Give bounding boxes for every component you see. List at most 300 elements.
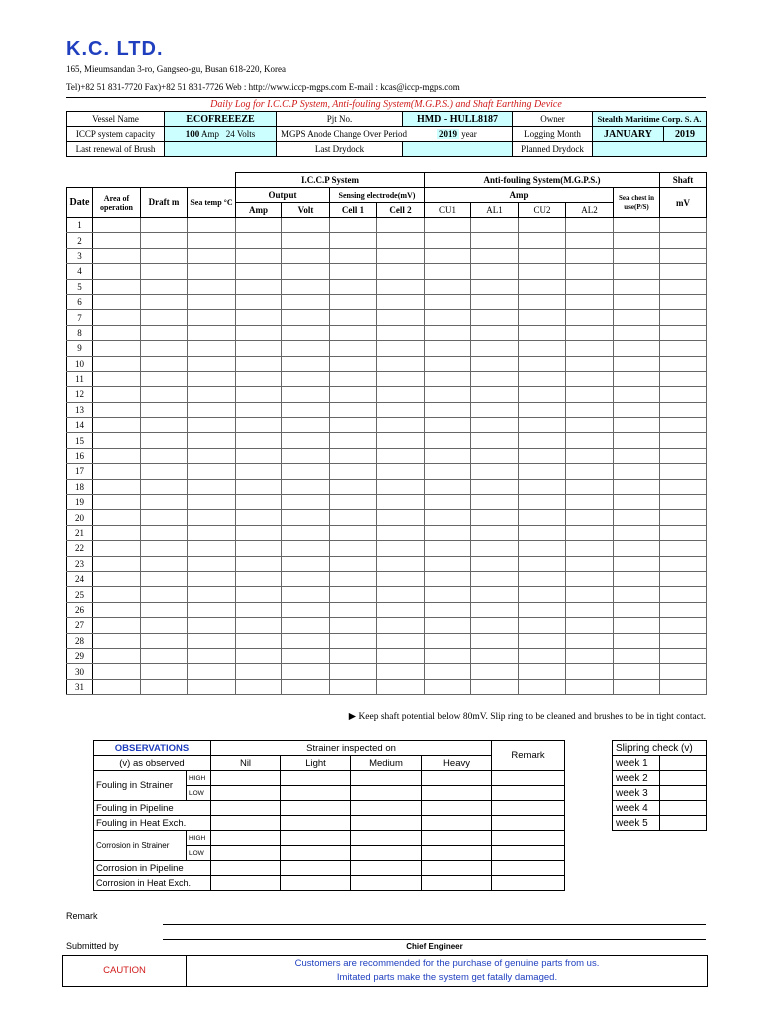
log-cell[interactable] <box>377 248 425 263</box>
log-cell[interactable] <box>614 525 660 540</box>
log-cell[interactable] <box>660 525 707 540</box>
log-cell[interactable] <box>660 233 707 248</box>
log-cell[interactable] <box>425 525 471 540</box>
log-cell[interactable] <box>425 325 471 340</box>
log-cell[interactable] <box>377 571 425 586</box>
log-cell[interactable] <box>566 664 614 679</box>
log-cell[interactable] <box>614 602 660 617</box>
log-cell[interactable] <box>188 602 236 617</box>
log-cell[interactable] <box>614 310 660 325</box>
log-cell[interactable] <box>188 541 236 556</box>
log-cell[interactable] <box>566 310 614 325</box>
log-cell[interactable] <box>188 341 236 356</box>
log-cell[interactable] <box>425 341 471 356</box>
log-cell[interactable] <box>519 371 566 386</box>
log-cell[interactable] <box>425 587 471 602</box>
log-cell[interactable] <box>519 556 566 571</box>
log-cell[interactable] <box>425 233 471 248</box>
log-cell[interactable] <box>141 233 188 248</box>
log-cell[interactable] <box>141 541 188 556</box>
log-cell[interactable] <box>141 479 188 494</box>
log-cell[interactable] <box>282 664 330 679</box>
log-cell[interactable] <box>141 602 188 617</box>
log-cell[interactable] <box>519 387 566 402</box>
log-cell[interactable] <box>614 479 660 494</box>
log-cell[interactable] <box>471 402 519 417</box>
log-cell[interactable] <box>471 325 519 340</box>
obs-cell[interactable] <box>281 771 351 786</box>
log-cell[interactable] <box>614 433 660 448</box>
log-cell[interactable] <box>614 510 660 525</box>
log-cell[interactable] <box>377 433 425 448</box>
log-cell[interactable] <box>93 464 141 479</box>
log-cell[interactable] <box>471 633 519 648</box>
log-cell[interactable] <box>93 218 141 233</box>
log-cell[interactable] <box>614 464 660 479</box>
log-cell[interactable] <box>93 294 141 309</box>
log-cell[interactable] <box>566 387 614 402</box>
log-cell[interactable] <box>93 510 141 525</box>
log-cell[interactable] <box>282 495 330 510</box>
log-cell[interactable] <box>519 218 566 233</box>
log-cell[interactable] <box>660 541 707 556</box>
log-cell[interactable] <box>330 648 377 663</box>
log-cell[interactable] <box>141 556 188 571</box>
log-cell[interactable] <box>425 310 471 325</box>
log-cell[interactable] <box>471 233 519 248</box>
log-cell[interactable] <box>614 556 660 571</box>
log-cell[interactable] <box>282 248 330 263</box>
log-cell[interactable] <box>188 679 236 694</box>
log-cell[interactable] <box>282 602 330 617</box>
obs-cell[interactable] <box>281 846 351 861</box>
log-cell[interactable] <box>141 618 188 633</box>
obs-cell[interactable] <box>422 801 492 816</box>
log-cell[interactable] <box>660 571 707 586</box>
slipring-week-2-check[interactable] <box>660 771 707 786</box>
log-cell[interactable] <box>377 525 425 540</box>
log-cell[interactable] <box>236 310 282 325</box>
log-cell[interactable] <box>425 279 471 294</box>
log-cell[interactable] <box>660 479 707 494</box>
log-cell[interactable] <box>471 341 519 356</box>
log-cell[interactable] <box>614 325 660 340</box>
log-cell[interactable] <box>566 233 614 248</box>
log-cell[interactable] <box>471 510 519 525</box>
log-cell[interactable] <box>614 279 660 294</box>
log-cell[interactable] <box>425 664 471 679</box>
log-cell[interactable] <box>282 464 330 479</box>
log-cell[interactable] <box>377 387 425 402</box>
log-cell[interactable] <box>566 495 614 510</box>
log-cell[interactable] <box>282 264 330 279</box>
log-cell[interactable] <box>377 371 425 386</box>
log-cell[interactable] <box>566 248 614 263</box>
log-cell[interactable] <box>330 402 377 417</box>
log-cell[interactable] <box>660 325 707 340</box>
log-cell[interactable] <box>471 495 519 510</box>
log-cell[interactable] <box>471 279 519 294</box>
log-cell[interactable] <box>519 633 566 648</box>
obs-cell[interactable] <box>422 846 492 861</box>
obs-cell[interactable] <box>281 816 351 831</box>
log-cell[interactable] <box>282 448 330 463</box>
log-cell[interactable] <box>425 264 471 279</box>
log-cell[interactable] <box>471 556 519 571</box>
log-cell[interactable] <box>188 587 236 602</box>
log-cell[interactable] <box>282 571 330 586</box>
log-cell[interactable] <box>188 464 236 479</box>
log-cell[interactable] <box>330 525 377 540</box>
log-cell[interactable] <box>614 371 660 386</box>
remark-line[interactable] <box>163 924 706 925</box>
log-cell[interactable] <box>566 525 614 540</box>
log-cell[interactable] <box>282 648 330 663</box>
log-cell[interactable] <box>236 233 282 248</box>
log-cell[interactable] <box>141 418 188 433</box>
mgps-year-value[interactable]: 2019 <box>439 129 457 139</box>
log-cell[interactable] <box>519 571 566 586</box>
log-cell[interactable] <box>519 433 566 448</box>
obs-cell[interactable] <box>492 771 565 786</box>
log-cell[interactable] <box>282 371 330 386</box>
log-cell[interactable] <box>519 279 566 294</box>
obs-cell[interactable] <box>211 816 281 831</box>
log-cell[interactable] <box>519 664 566 679</box>
log-cell[interactable] <box>566 279 614 294</box>
log-cell[interactable] <box>188 325 236 340</box>
obs-cell[interactable] <box>281 786 351 801</box>
log-cell[interactable] <box>566 479 614 494</box>
obs-cell[interactable] <box>351 846 422 861</box>
log-cell[interactable] <box>471 618 519 633</box>
log-cell[interactable] <box>519 325 566 340</box>
log-cell[interactable] <box>471 418 519 433</box>
log-cell[interactable] <box>425 464 471 479</box>
log-cell[interactable] <box>377 341 425 356</box>
log-cell[interactable] <box>377 510 425 525</box>
log-cell[interactable] <box>377 602 425 617</box>
log-cell[interactable] <box>519 264 566 279</box>
log-cell[interactable] <box>93 371 141 386</box>
log-cell[interactable] <box>282 556 330 571</box>
log-cell[interactable] <box>93 433 141 448</box>
log-cell[interactable] <box>188 648 236 663</box>
log-cell[interactable] <box>236 510 282 525</box>
obs-cell[interactable] <box>211 846 281 861</box>
obs-cell[interactable] <box>422 786 492 801</box>
log-cell[interactable] <box>282 356 330 371</box>
log-cell[interactable] <box>471 648 519 663</box>
obs-cell[interactable] <box>281 831 351 846</box>
log-cell[interactable] <box>93 418 141 433</box>
log-cell[interactable] <box>425 218 471 233</box>
log-cell[interactable] <box>188 294 236 309</box>
log-cell[interactable] <box>614 248 660 263</box>
log-cell[interactable] <box>236 387 282 402</box>
log-cell[interactable] <box>471 541 519 556</box>
log-cell[interactable] <box>660 402 707 417</box>
log-cell[interactable] <box>614 218 660 233</box>
log-cell[interactable] <box>236 464 282 479</box>
log-cell[interactable] <box>614 495 660 510</box>
log-cell[interactable] <box>188 371 236 386</box>
log-cell[interactable] <box>471 571 519 586</box>
planned-drydock-value[interactable] <box>593 142 707 157</box>
log-cell[interactable] <box>236 525 282 540</box>
log-cell[interactable] <box>330 633 377 648</box>
log-cell[interactable] <box>330 556 377 571</box>
log-cell[interactable] <box>471 587 519 602</box>
obs-cell[interactable] <box>422 861 492 876</box>
log-cell[interactable] <box>236 294 282 309</box>
log-cell[interactable] <box>471 264 519 279</box>
log-cell[interactable] <box>93 264 141 279</box>
log-cell[interactable] <box>282 618 330 633</box>
log-cell[interactable] <box>425 294 471 309</box>
log-cell[interactable] <box>236 587 282 602</box>
log-cell[interactable] <box>330 510 377 525</box>
log-cell[interactable] <box>660 371 707 386</box>
log-cell[interactable] <box>188 418 236 433</box>
log-cell[interactable] <box>141 279 188 294</box>
log-cell[interactable] <box>188 664 236 679</box>
log-cell[interactable] <box>519 525 566 540</box>
log-cell[interactable] <box>519 648 566 663</box>
obs-cell[interactable] <box>351 771 422 786</box>
log-cell[interactable] <box>471 248 519 263</box>
iccp-capacity-value[interactable] <box>165 127 277 142</box>
log-cell[interactable] <box>282 233 330 248</box>
log-cell[interactable] <box>425 402 471 417</box>
log-cell[interactable] <box>614 264 660 279</box>
log-cell[interactable] <box>330 433 377 448</box>
log-cell[interactable] <box>188 525 236 540</box>
log-cell[interactable] <box>141 356 188 371</box>
log-cell[interactable] <box>141 571 188 586</box>
log-cell[interactable] <box>566 541 614 556</box>
slipring-week-1-check[interactable] <box>660 756 707 771</box>
log-cell[interactable] <box>566 556 614 571</box>
log-cell[interactable] <box>141 525 188 540</box>
log-cell[interactable] <box>519 356 566 371</box>
log-cell[interactable] <box>141 294 188 309</box>
log-cell[interactable] <box>236 418 282 433</box>
log-cell[interactable] <box>188 571 236 586</box>
log-cell[interactable] <box>566 418 614 433</box>
log-cell[interactable] <box>188 556 236 571</box>
obs-cell[interactable] <box>422 771 492 786</box>
log-cell[interactable] <box>377 294 425 309</box>
log-cell[interactable] <box>188 618 236 633</box>
log-cell[interactable] <box>188 510 236 525</box>
log-cell[interactable] <box>188 264 236 279</box>
log-cell[interactable] <box>471 218 519 233</box>
log-cell[interactable] <box>425 371 471 386</box>
log-cell[interactable] <box>377 402 425 417</box>
log-cell[interactable] <box>141 664 188 679</box>
log-cell[interactable] <box>566 648 614 663</box>
log-cell[interactable] <box>660 218 707 233</box>
log-cell[interactable] <box>330 679 377 694</box>
log-cell[interactable] <box>660 418 707 433</box>
log-cell[interactable] <box>660 510 707 525</box>
obs-cell[interactable] <box>492 786 565 801</box>
log-cell[interactable] <box>330 479 377 494</box>
log-cell[interactable] <box>425 556 471 571</box>
log-cell[interactable] <box>141 371 188 386</box>
log-cell[interactable] <box>425 495 471 510</box>
log-cell[interactable] <box>93 679 141 694</box>
log-cell[interactable] <box>377 264 425 279</box>
log-cell[interactable] <box>141 587 188 602</box>
log-cell[interactable] <box>93 341 141 356</box>
log-cell[interactable] <box>93 556 141 571</box>
obs-cell[interactable] <box>351 861 422 876</box>
log-cell[interactable] <box>614 571 660 586</box>
log-cell[interactable] <box>236 556 282 571</box>
obs-cell[interactable] <box>351 816 422 831</box>
obs-cell[interactable] <box>492 846 565 861</box>
log-cell[interactable] <box>93 310 141 325</box>
log-cell[interactable] <box>566 464 614 479</box>
log-cell[interactable] <box>330 418 377 433</box>
log-cell[interactable] <box>471 602 519 617</box>
log-cell[interactable] <box>614 387 660 402</box>
log-cell[interactable] <box>425 679 471 694</box>
log-cell[interactable] <box>236 356 282 371</box>
log-cell[interactable] <box>471 371 519 386</box>
log-cell[interactable] <box>93 479 141 494</box>
log-cell[interactable] <box>377 495 425 510</box>
log-cell[interactable] <box>660 679 707 694</box>
log-cell[interactable] <box>330 387 377 402</box>
log-cell[interactable] <box>519 510 566 525</box>
log-cell[interactable] <box>141 264 188 279</box>
log-cell[interactable] <box>471 679 519 694</box>
log-cell[interactable] <box>236 633 282 648</box>
log-cell[interactable] <box>566 587 614 602</box>
log-cell[interactable] <box>330 310 377 325</box>
log-cell[interactable] <box>330 233 377 248</box>
log-cell[interactable] <box>93 525 141 540</box>
brush-renewal-value[interactable] <box>165 142 277 157</box>
log-cell[interactable] <box>519 402 566 417</box>
log-cell[interactable] <box>519 233 566 248</box>
log-cell[interactable] <box>236 602 282 617</box>
logging-month-value[interactable]: JANUARY <box>593 127 664 142</box>
obs-cell[interactable] <box>351 876 422 891</box>
log-cell[interactable] <box>614 233 660 248</box>
log-cell[interactable] <box>614 356 660 371</box>
log-cell[interactable] <box>377 587 425 602</box>
log-cell[interactable] <box>188 248 236 263</box>
log-cell[interactable] <box>614 418 660 433</box>
logging-year-value[interactable]: 2019 <box>664 127 707 142</box>
slipring-week-5-check[interactable] <box>660 816 707 831</box>
log-cell[interactable] <box>614 679 660 694</box>
obs-cell[interactable] <box>492 831 565 846</box>
log-cell[interactable] <box>330 664 377 679</box>
log-cell[interactable] <box>236 648 282 663</box>
log-cell[interactable] <box>614 541 660 556</box>
obs-cell[interactable] <box>211 786 281 801</box>
log-cell[interactable] <box>660 279 707 294</box>
log-cell[interactable] <box>282 633 330 648</box>
log-cell[interactable] <box>93 541 141 556</box>
log-cell[interactable] <box>425 510 471 525</box>
log-cell[interactable] <box>282 587 330 602</box>
log-cell[interactable] <box>330 448 377 463</box>
log-cell[interactable] <box>141 633 188 648</box>
log-cell[interactable] <box>566 571 614 586</box>
log-cell[interactable] <box>236 264 282 279</box>
log-cell[interactable] <box>660 495 707 510</box>
log-cell[interactable] <box>188 479 236 494</box>
log-cell[interactable] <box>141 248 188 263</box>
log-cell[interactable] <box>614 294 660 309</box>
log-cell[interactable] <box>377 448 425 463</box>
log-cell[interactable] <box>614 648 660 663</box>
log-cell[interactable] <box>282 418 330 433</box>
log-cell[interactable] <box>425 248 471 263</box>
log-cell[interactable] <box>377 356 425 371</box>
log-cell[interactable] <box>141 464 188 479</box>
log-cell[interactable] <box>660 248 707 263</box>
log-cell[interactable] <box>660 448 707 463</box>
log-cell[interactable] <box>93 633 141 648</box>
log-cell[interactable] <box>377 648 425 663</box>
log-cell[interactable] <box>282 341 330 356</box>
slipring-week-4-check[interactable] <box>660 801 707 816</box>
log-cell[interactable] <box>93 618 141 633</box>
log-cell[interactable] <box>519 248 566 263</box>
log-cell[interactable] <box>282 679 330 694</box>
log-cell[interactable] <box>330 218 377 233</box>
log-cell[interactable] <box>330 495 377 510</box>
log-cell[interactable] <box>566 510 614 525</box>
obs-cell[interactable] <box>422 876 492 891</box>
obs-cell[interactable] <box>422 831 492 846</box>
log-cell[interactable] <box>566 618 614 633</box>
log-cell[interactable] <box>282 402 330 417</box>
log-cell[interactable] <box>236 325 282 340</box>
log-cell[interactable] <box>377 325 425 340</box>
log-cell[interactable] <box>236 341 282 356</box>
obs-cell[interactable] <box>211 861 281 876</box>
log-cell[interactable] <box>93 325 141 340</box>
log-cell[interactable] <box>377 541 425 556</box>
owner-value[interactable]: Stealth Maritime Corp. S. A. <box>593 112 707 127</box>
log-cell[interactable] <box>660 310 707 325</box>
log-cell[interactable] <box>141 325 188 340</box>
vessel-name-value[interactable]: ECOFREEEZE <box>165 112 277 127</box>
log-cell[interactable] <box>660 556 707 571</box>
log-cell[interactable] <box>519 418 566 433</box>
log-cell[interactable] <box>425 356 471 371</box>
log-cell[interactable] <box>330 264 377 279</box>
log-cell[interactable] <box>236 279 282 294</box>
log-cell[interactable] <box>614 341 660 356</box>
log-cell[interactable] <box>330 541 377 556</box>
log-cell[interactable] <box>330 325 377 340</box>
log-cell[interactable] <box>471 664 519 679</box>
log-cell[interactable] <box>660 587 707 602</box>
log-cell[interactable] <box>425 479 471 494</box>
log-cell[interactable] <box>330 356 377 371</box>
log-cell[interactable] <box>660 341 707 356</box>
obs-cell[interactable] <box>211 801 281 816</box>
